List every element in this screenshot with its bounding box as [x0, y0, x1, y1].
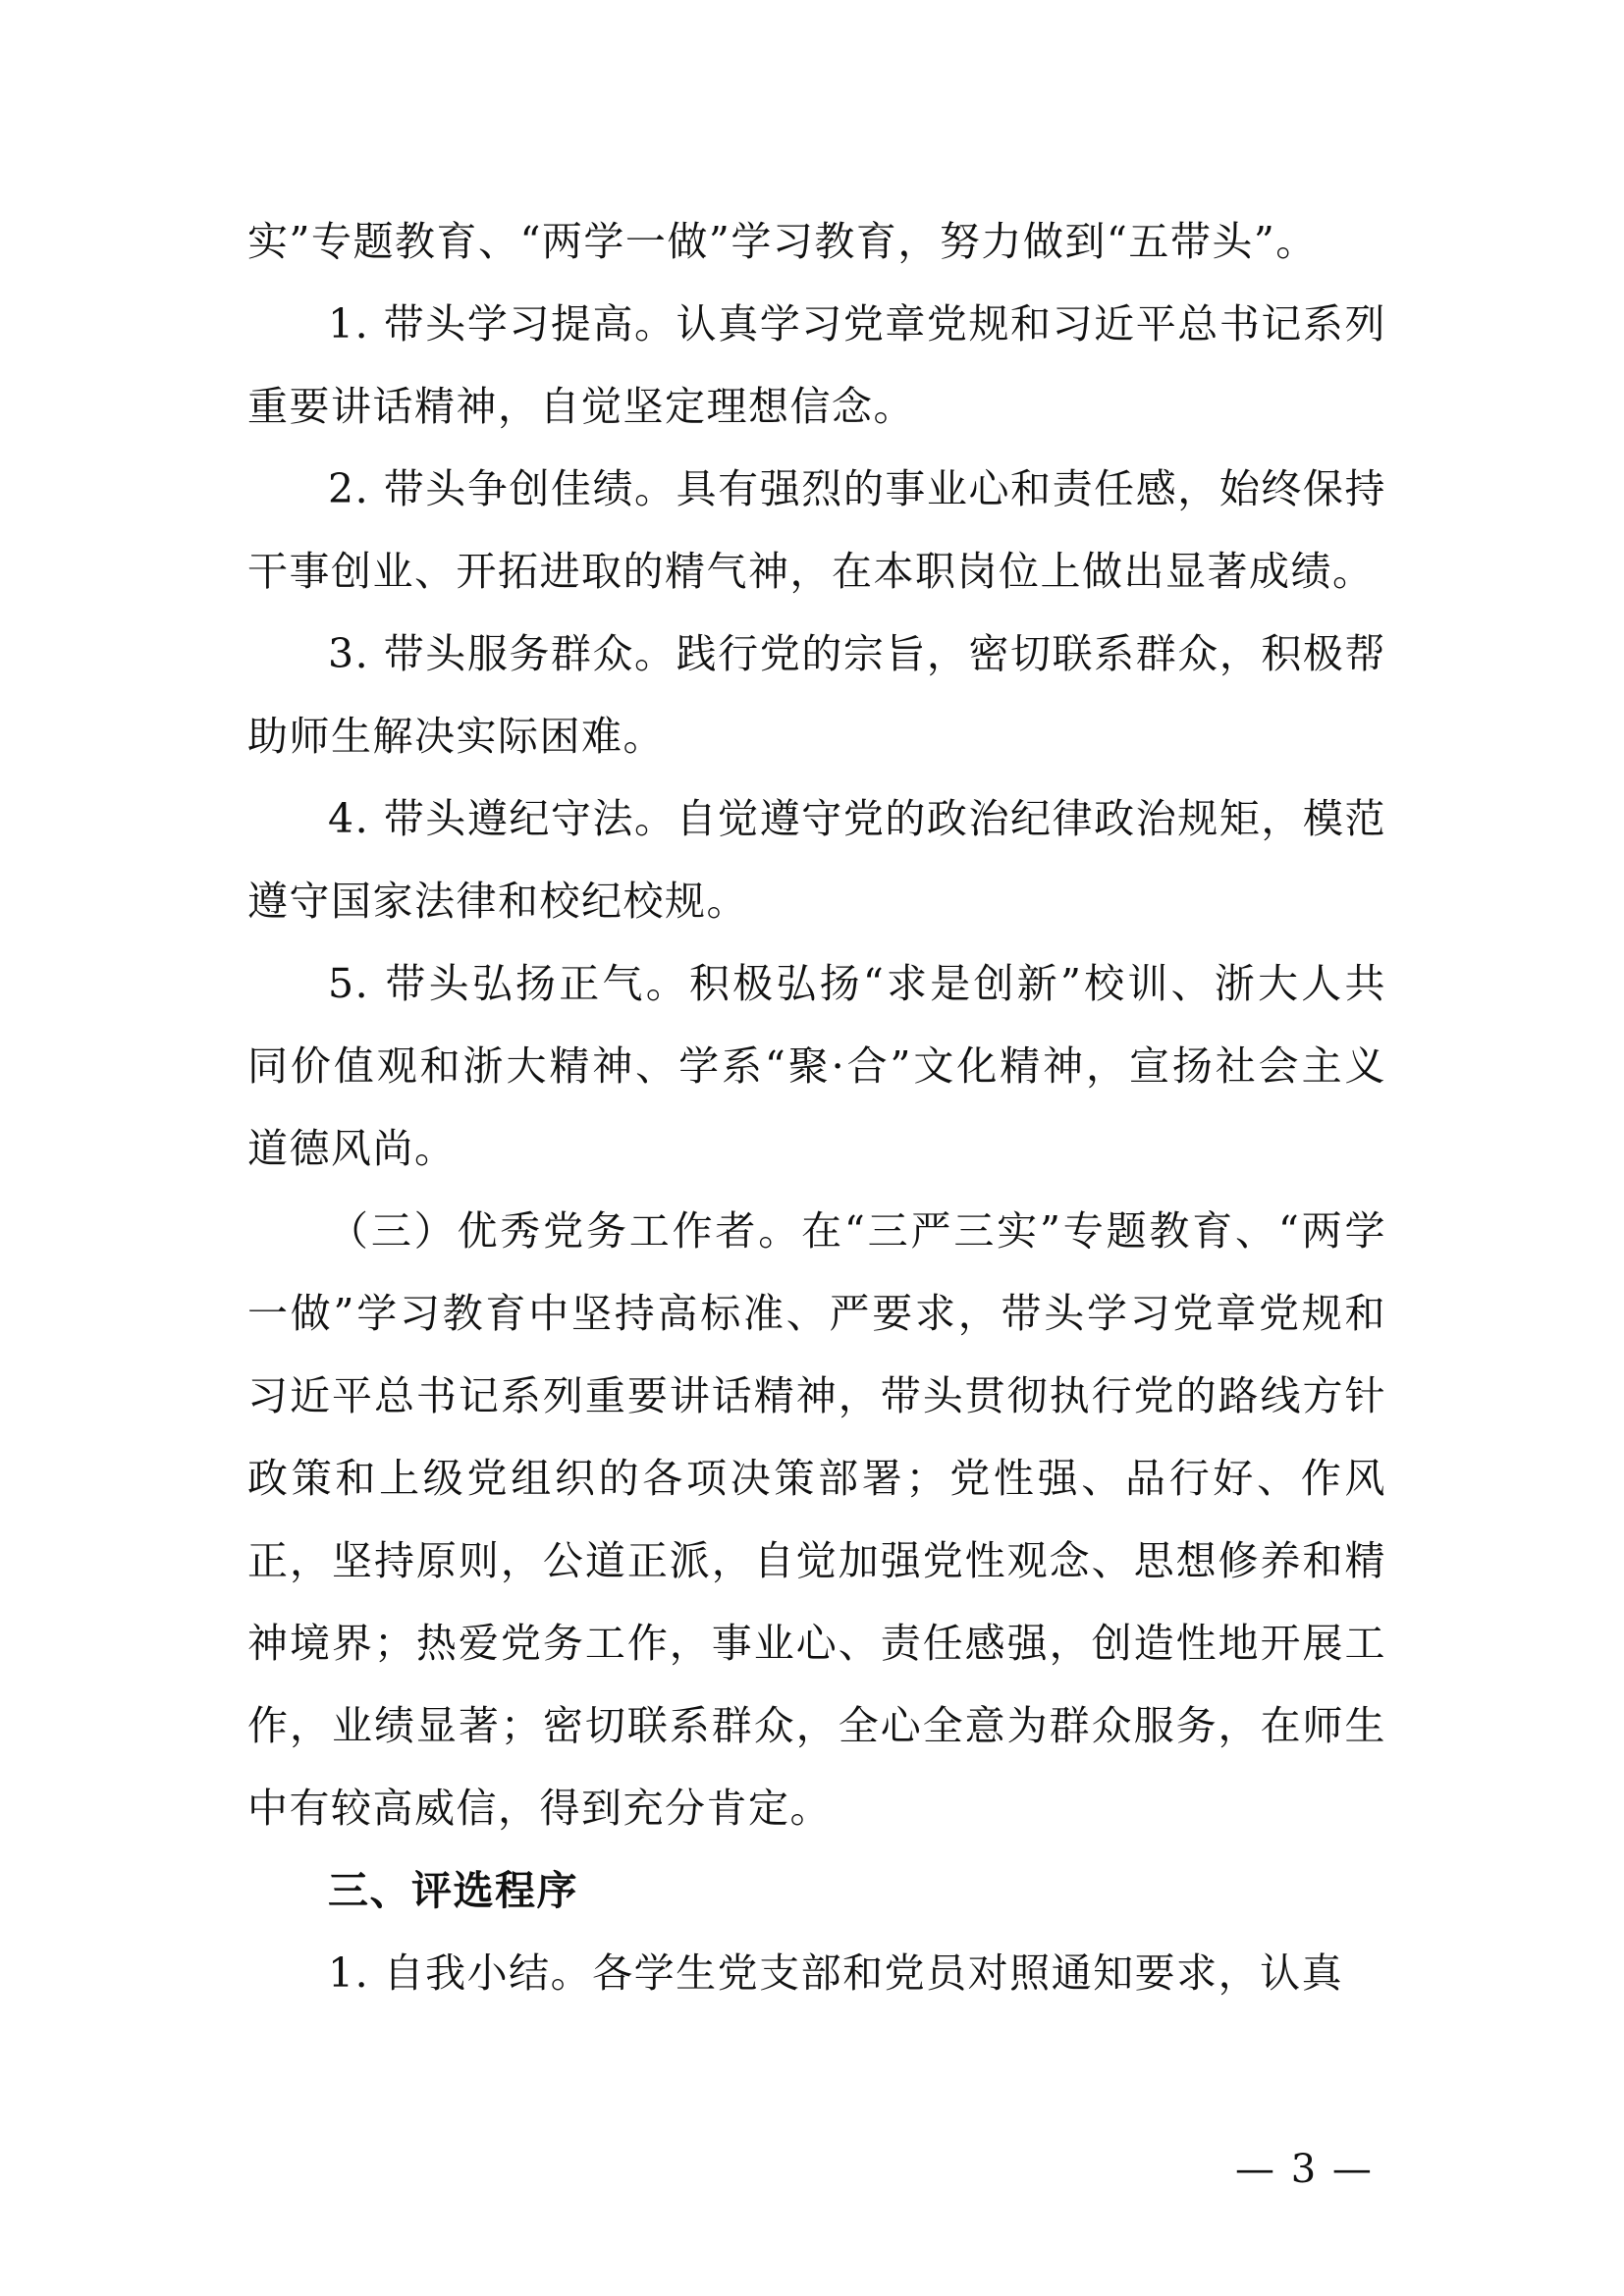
paragraph-procedure-1: 1. 自我小结。各学生党支部和党员对照通知要求，认真 — [328, 1949, 1344, 1997]
paragraph-item-2: 2. 带头争创佳绩。具有强烈的事业心和责任感，始终保持干事创业、开拓进取的精气神，在本职岗位上做出显著成绩。 — [247, 465, 1386, 595]
section-heading: 三、评选程序 — [328, 1867, 578, 1914]
paragraph-item-1: 1. 带头学习提高。认真学习党章党规和习近平总书记系列重要讲话精神，自觉坚定理想信念。 — [247, 300, 1386, 430]
document-body — [247, 200, 1386, 2014]
paragraph-item-5: 5. 带头弘扬正气。积极弘扬“求是创新”校训、浙大人共同价值观和浙大精神、学系“聚·合”文化精神，宣扬社会主义道德风尚。 — [247, 960, 1386, 1172]
paragraph-item-4: 4. 带头遵纪守法。自觉遵守党的政治纪律政治规矩，模范遵守国家法律和校纪校规。 — [247, 795, 1386, 925]
paragraph-section-3: （三）优秀党务工作者。在“三严三实”专题教育、“两学一做”学习教育中坚持高标准、严要求，带头学习党章党规和习近平总书记系列重要讲话精神，带头贯彻执行党的路线方针政策和上级党组织的各项决策部署；党性强、品行好、作风正，坚持原则，公道正派，自觉加强党性观念、思想修养和精神境界；热爱党务工作，事业心、责任感强，创造性地开展工作，业绩显著；密切联系群众，全心全意为群众服务，在师生中有较高威信，得到充分肯定。 — [247, 1207, 1386, 1832]
paragraph-item-3: 3. 带头服务群众。践行党的宗旨，密切联系群众，积极帮助师生解决实际困难。 — [247, 630, 1386, 760]
page-number: — 3 — — [1235, 2147, 1374, 2192]
paragraph-continuation: 实”专题教育、“两学一做”学习教育，努力做到“五带头”。 — [247, 218, 1318, 265]
